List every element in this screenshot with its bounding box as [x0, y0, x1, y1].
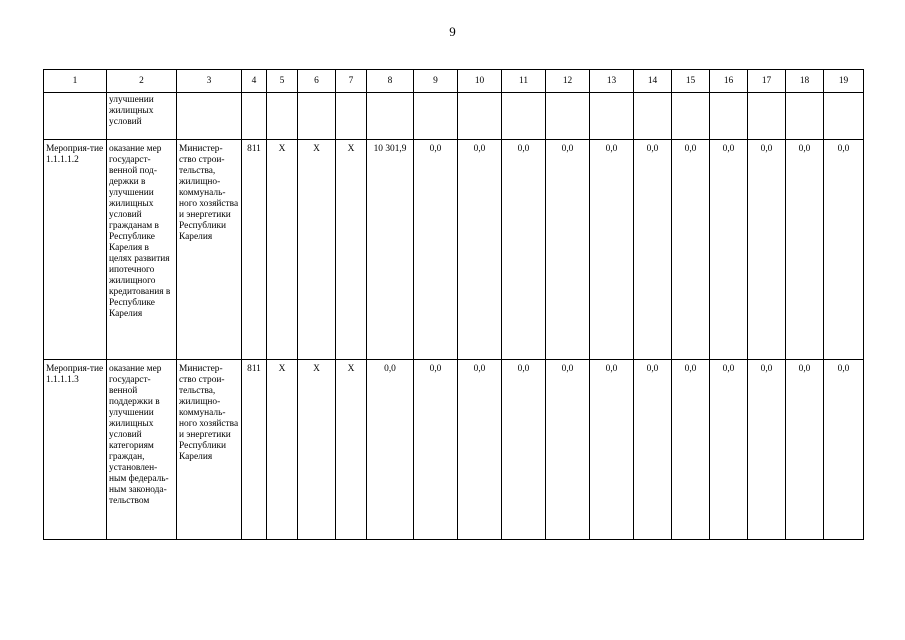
table-cell: 0,0	[502, 360, 546, 540]
table-cell: 0,0	[502, 140, 546, 360]
table-cell: 0,0	[458, 360, 502, 540]
column-header: 4	[242, 70, 267, 93]
table-cell: Х	[298, 140, 336, 360]
column-header: 6	[298, 70, 336, 93]
column-header: 12	[546, 70, 590, 93]
table-cell	[502, 93, 546, 140]
table-cell: Мероприя-тие 1.1.1.1.2	[44, 140, 107, 360]
budget-table	[43, 69, 864, 540]
table-cell: 0,0	[748, 360, 786, 540]
table-cell	[298, 93, 336, 140]
table-cell	[44, 93, 107, 140]
table-cell	[367, 93, 414, 140]
table-cell	[634, 93, 672, 140]
table-row	[44, 360, 864, 540]
column-header: 11	[502, 70, 546, 93]
table-cell: 0,0	[672, 140, 710, 360]
table-cell: Х	[267, 140, 298, 360]
table-cell	[824, 93, 864, 140]
column-header: 13	[590, 70, 634, 93]
column-header: 5	[267, 70, 298, 93]
table-cell: Министер-ство строи-тельства, жилищно-коммуналь-ного хозяйства и энергетики Республики Карелия	[177, 360, 242, 540]
table-row	[44, 140, 864, 360]
table-cell: Министер-ство строи-тельства, жилищно-коммуналь-ного хозяйства и энергетики Республики Карелия	[177, 140, 242, 360]
table-cell	[458, 93, 502, 140]
table-cell	[242, 93, 267, 140]
column-header: 17	[748, 70, 786, 93]
column-header: 8	[367, 70, 414, 93]
page-number: 9	[449, 24, 456, 39]
table-cell: Х	[336, 140, 367, 360]
table-cell: 0,0	[590, 360, 634, 540]
table-cell: Х	[298, 360, 336, 540]
table-cell	[336, 93, 367, 140]
table-cell: 0,0	[634, 360, 672, 540]
table-cell: 0,0	[546, 140, 590, 360]
table-cell: 10 301,9	[367, 140, 414, 360]
table-cell: 0,0	[710, 360, 748, 540]
table-cell	[710, 93, 748, 140]
table-cell: 0,0	[824, 140, 864, 360]
table-cell: 0,0	[590, 140, 634, 360]
table-cell: 0,0	[710, 140, 748, 360]
table-cell: 0,0	[458, 140, 502, 360]
table-cell: улучшении жилищных условий	[107, 93, 177, 140]
column-header: 19	[824, 70, 864, 93]
column-header: 7	[336, 70, 367, 93]
column-header: 14	[634, 70, 672, 93]
column-header: 3	[177, 70, 242, 93]
table-cell	[786, 93, 824, 140]
table-header-row	[44, 70, 864, 93]
table-cell: 0,0	[414, 140, 458, 360]
column-header: 2	[107, 70, 177, 93]
table-cell	[267, 93, 298, 140]
table-cell: оказание мер государст-венной под-держки в улучшении жилищных условий гражданам в Республике Карелия в целях развития ипотечного жилищного кредитования в Республике Карелия	[107, 140, 177, 360]
column-header: 15	[672, 70, 710, 93]
column-header: 9	[414, 70, 458, 93]
table-cell: Х	[267, 360, 298, 540]
table-cell	[546, 93, 590, 140]
column-header: 18	[786, 70, 824, 93]
table-cell	[177, 93, 242, 140]
table-cell: оказание мер государст-венной поддержки в улучшении жилищных условий категориям граждан, установлен-ным федераль-ным законода-тельством	[107, 360, 177, 540]
table-cell: 811	[242, 360, 267, 540]
table-cell: 0,0	[786, 360, 824, 540]
column-header: 10	[458, 70, 502, 93]
table-cell: Мероприя-тие 1.1.1.1.3	[44, 360, 107, 540]
table-cell: 0,0	[786, 140, 824, 360]
table-cell: 0,0	[672, 360, 710, 540]
table-cell: Х	[336, 360, 367, 540]
table-cell: 0,0	[824, 360, 864, 540]
table-cell	[590, 93, 634, 140]
table-cell: 0,0	[748, 140, 786, 360]
table-cell: 0,0	[367, 360, 414, 540]
table-cell	[748, 93, 786, 140]
table-cell: 0,0	[414, 360, 458, 540]
table-row	[44, 93, 864, 140]
table-cell	[414, 93, 458, 140]
table-cell: 0,0	[634, 140, 672, 360]
table-cell: 0,0	[546, 360, 590, 540]
table-cell	[672, 93, 710, 140]
column-header: 1	[44, 70, 107, 93]
column-header: 16	[710, 70, 748, 93]
table-cell: 811	[242, 140, 267, 360]
